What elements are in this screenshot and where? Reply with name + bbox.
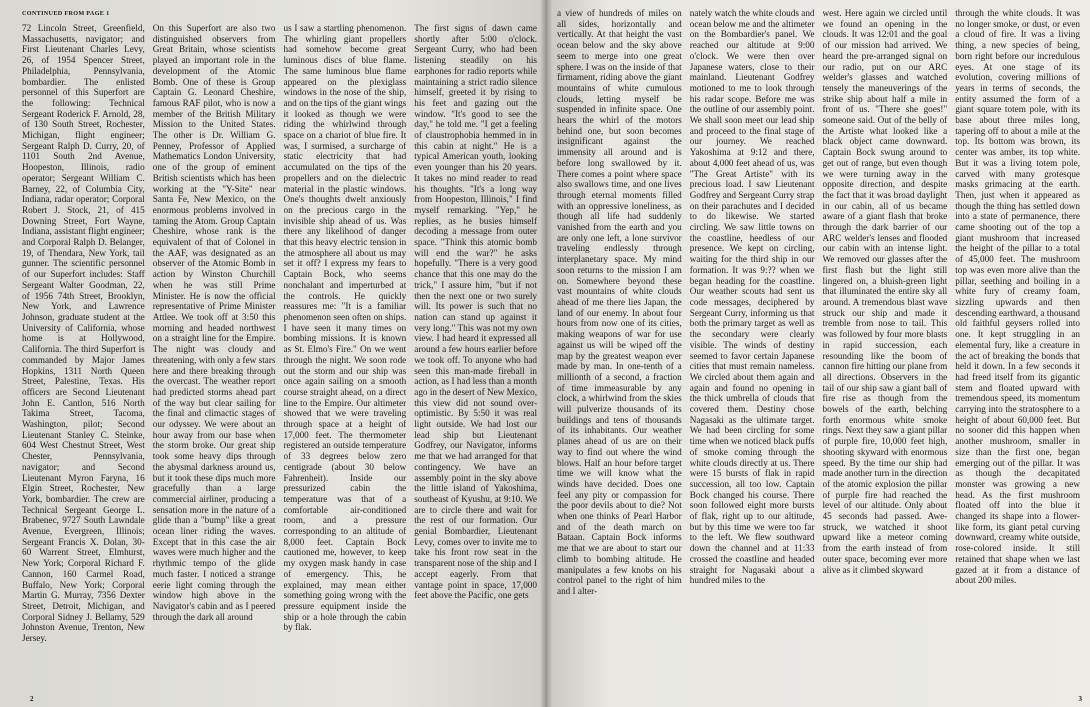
column-6 <box>690 8 815 698</box>
column-4 <box>414 23 537 695</box>
column-3 <box>284 23 407 695</box>
column-8 <box>955 8 1080 698</box>
right-page <box>545 0 1090 707</box>
left-page-columns <box>22 23 537 695</box>
column-6-text: nately watch the white clouds and ocean below me and the altimeter on the Bombardier's panel. We reached our altitude at 9:00 o'clock. We were then over Japanese waters, close to their mainland. Lieutenant Godfrey motioned to me to look through his radar scope. Before me was the outline of our assembly point. We shall soon meet our lead ship and proceed to the final stage of our journey. We reached Yakoshima at 9:12 and there, about 4,000 feet ahead of us, was "The Great Artiste" with its precious load. I saw Lieutenant Godfrey and Sergeant Curry strap on their parachutes and I decided to do likewise. We started circling. We saw little towns on the coastline, heedless of our presence. We kept on circling, waiting for the third ship in our formation. It was 9:?? when we began heading for the coastline. Our weather scouts had sent us code messages, deciphered by Sergeant Curry, informing us that both the primary target as well as the secondary were clearly visible. The winds of destiny seemed to favor certain Japanese cities that must remain nameless. We circled about them again and again and found no opening in the thick umbrella of clouds that covered them. Destiny chose Nagasaki as the ultimate target. We had been circling for some time when we noticed black puffs of smoke coming through the white clouds directly at us. There were 15 bursts of flak in rapid succession, all too low. Captain Bock changed his course. There soon followed eight more bursts of flak, right up to our altitude, but by this time we were too far to the left. We flew southward down the channel and at 11:33 crossed the coastline and headed straight for Nagasaki about a hundred miles to the <box>689 8 815 586</box>
right-page-columns <box>557 8 1080 698</box>
column-5-text: a view of hundreds of miles on all sides, horizontally and vertically. At that height the vast ocean below and the sky above seem to merge into one great sphere. I was on the inside of that firmament, riding above the giant mountains of white cumulous clouds, letting myself be suspended in infinite space. One hears the whirl of the motors behind one, but soon becomes insignificant against the immensity all around and is before long swallowed by it. There comes a point where space also swallows time, and one lives through eternal moments filled with an oppressive loneliness, as though all life had suddenly vanished from the earth and you are only one left, a lone survivor traveling endlessly through interplanetary space. My mind soon returns to the mission I am on. Somewhere beyond these vast mountains of white clouds ahead of me there lies Japan, the land of our enemy. In about four hours from now one of its cities, making weapons of war for use against us will be wiped off the map by the greatest weapon ever made by man. In one-tenth of a millionth of a second, a fraction of time immeasurable by any clock, a whirlwind from the skies will pulverize thousands of its buildings and tens of thousands of its inhabitants. Our weather planes ahead of us are on their way to find out where the wind blows. Half an hour before target time we will know what the winds have decided. Does one feel any pity or compassion for the poor devils about to die? Not when one thinks of Pearl Harbor and of the death march on Bataan. Captain Bock informs me that we are about to start our climb to bombing altitude. He manipulates a few knobs on his control panel to the right of him and I alter- <box>557 8 682 596</box>
column-3-text: us I saw a startling phenomenon. The whirling giant propellers had somehow become great luminous discs of blue flame. The same luminous blue flame appeared on the plexiglass windows in the nose of the ship, and on the tips of the giant wings it looked as though we were riding the whirlwind through space on a chariot of blue fire. It was, I surmised, a surcharge of static electricity that had accumulated on the tips of the propellers and on the dielectric material in the plastic windows. One's thoughts dwelt anxiously on the precious cargo in the invisible ship ahead of us. Was there any likelihood of danger that this heavy electric tension in the atmosphere all about us may set it off? I express my fears to Captain Bock, who seems nonchalant and imperturbed at the controls. He quickly reassures me: "It is a familiar phenomenon seen often on ships. I have seen it many times on bombing missions. It is known as St. Elmo's Fire." On we went through the night. We soon rode out the storm and our ship was once again sailing on a smooth course straight ahead, on a direct line to the Empire. Our altimeter showed that we were traveling through space at a height of 17,000 feet. The thermometer registered an outside temperature of 33 degrees below zero centigrade (about 30 below Fahrenheit). Inside our pressurized cabin the temperature was that of a comfortable air-conditioned room, and a pressure corresponding to an altitude of 8,000 feet. Captain Bock cautioned me, however, to keep my oxygen mask handy in case of emergency. This, he explained, may mean either something going wrong with the pressure equipment inside the ship or a hole through the cabin by flak. <box>283 23 407 633</box>
column-1-text: 72 Lincoln Street, Greenfield, Massachusetts, navigator; and First Lieutenant Charles Levy, 26, of 1954 Spencer Street, Philadelphia, Pennsylvania, bombardier. The enlisted personnel of this Superfort are the following: Technical Sergeant Roderick F. Arnold, 28, of 130 South Street, Rochester, Michigan, flight engineer; Sergeant Ralph D. Curry, 20, of 1101 South 2nd Avenue, Hoopeston, Illinois, radio operator; Sergeant William C. Barney, 22, of Columbia City, Indiana, radar operator; Corporal Robert J. Stock, 21, of 415 Downing Street, Fort Wayne, Indiana, assistant flight engineer; and Corporal Ralph D. Belanger, 19, of Thendara, New York, tail gunner. The scientific personnel of our Superfort includes: Staff Sergeant Walter Goodman, 22, of 1956 74th Street, Brooklyn, New York, and Lawrence Johnson, graduate student at the University of California, whose home is at Hollywood, California. The third Superfort is commanded by Major James Hopkins, 1311 North Queen Street, Palestine, Texas. His officers are Second Lieutenant John E. Cantlon, 516 North Takima Street, Tacoma, Washington, pilot; Second Lieutenant Stanley C. Steinke, 604 West Chestnut Street, West Chester, Pennsylvania, navigator; and Second Lieutenant Myron Faryna, 16 Elgin Street, Rochester, New York, bombardier. The crew are Technical Sergeant George L. Brabenec, 9727 South Lawndale Avenue, Evergreen, Illinois; Sergeant Francis X. Dolan, 30-60 Warrent Street, Elmhurst, New York; Corporal Richard F. Cannon, 160 Carmel Road, Buffalo, New York; Corporal Martin G. Murray, 7356 Dexter Street, Detroit, Michigan, and Corporal Sidney J. Bellamy, 529 Johnston Avenue, Trenton, New Jersey. <box>22 23 145 644</box>
column-8-text: through the white clouds. It was no longer smoke, or dust, or even a cloud of fire. It was a living thing, a new species of being, born right before our incredulous eyes. At one stage of its evolution, covering millions of years in terms of seconds, the entity assumed the form of a giant square totem pole, with its base about three miles long, tapering off to about a mile at the top. Its bottom was brown, its center was amber, its top white. But it was a living totem pole, carved with many grotesque masks grimacing at the earth. Then, just when it appeared as though the thing has settled down into a state of permanence, there came shooting out of the top a giant mushroom that increased the height of the pillar to a total of 45,000 feet. The mushroom top was even more alive than the pillar, seething and boiling in a white fury of creamy foam, sizzling upwards and then descending earthward, a thousand old faithful geysers rolled into one. It kept struggling in an elemental fury, like a creature in the act of breaking the bonds that held it down. In a few seconds it had freed itself from its gigantic stem and floated upward with tremendous speed, its momentum carrying into the stratosphere to a height of about 60,000 feet. But no sooner did this happen when another mushroom, smaller in size than the first one, began emerging out of the pillar. It was as though the decapitated monster was growing a new head. As the first mushroom floated off into the blue it changed its shape into a flower-like form, its giant petal curving downward, creamy white outside, rose-colored inside. It still retained that shape when we last gazed at it from a distance of about 200 miles. <box>955 8 1080 586</box>
column-2 <box>153 23 276 695</box>
column-4-text: The first signs of dawn came shortly after 5:00 o'clock. Sergeant Curry, who had been listening steadily on his earphones for radio reports while maintaining a strict radio silence himself, greeted it by rising to his feet and gazing out the window. "It's good to see the day," he told me. "I get a feeling of claustrophobia hemmed in in this cabin at night." He is a typical American youth, looking even younger than his 20 years. It takes no mind reader to read his thoughts. "It's a long way from Hoopeston, Illinois," I find myself remarking. "Yep," he replies, as he busies himself decoding a message from outer space. "Think this atomic bomb will end the war?" he asks hopefully. "There is a very good chance that this one may do the trick," I assure him, "but if not then the next one or two surely will. Its power is such that no nation can stand up against it very long." This was not my own view. I had heard it expressed all around a few hours earlier before we took off. To anyone who had seen this man-made fireball in action, as I had less than a month ago in the desert of New Mexico, this view did not sound over-optimistic. By 5:50 it was real light outside. We had lost our lead ship but Lieutenant Godfrey, our Navigator, informs me that we had arranged for that contingency. We have an assembly point in the sky above the little island of Yakoshima, southeast of Kyushu, at 9:10. We are to circle there and wait for the rest of our formation. Our genial Bombardier, Lieutenant Levy, comes over to invite me to take his front row seat in the transparent nose of the ship and I accept eagerly. From that vantage point in space, 17,000 feet above the Pacific, one gets <box>414 23 537 601</box>
column-7-text: west. Here again we circled until we found an opening in the clouds. It was 12:01 and the goal of our mission had arrived. We heard the pre-arranged signal on our radio, put on our ARC welder's glasses and watched tensely the maneuverings of the strike ship about half a mile in front of us. "There she goes!" someone said. Out of the belly of the Artiste what looked like a black object came downward. Captain Bock swung around to get out of range, but even though we were turning away in the opposite direction, and despite the fact that it was broad daylight in our cabin, all of us became aware of a giant flash that broke through the dark barrier of our ARC welder's lenses and flooded our cabin with an intense light. We removed our glasses after the first flash but the light still lingered on, a bluish-green light that illuminated the entire sky all around. A tremendous blast wave struck our ship and made it tremble from nose to tail. This was followed by four more blasts in rapid succession, each resounding like the boom of cannon fire hitting our plane from all directions. Observers in the tail of our ship saw a giant ball of fire rise as though from the bowels of the earth, belching forth enormous white smoke rings. Next they saw a giant pillar of purple fire, 10,000 feet high, shooting skyward with enormous speed. By the time our ship had made another turn in the direction of the atomic explosion the pillar of purple fire had reached the level of our altitude. Only about 45 seconds had passed. Awe-struck, we watched it shoot upward like a meteor coming from the earth instead of from outer space, becoming ever more alive as it climbed skyward <box>822 8 948 575</box>
column-1 <box>22 23 145 695</box>
column-2-text: On this Superfort are also two distinguished observers from Great Britain, whose scientists played an important role in the development of the Atomic Bomb. One of these is Group Captain G. Leonard Cheshire, famous RAF pilot, who is now a member of the British Military Mission to the United States. The other is Dr. William G. Penney, Professor of Applied Mathematics London University, one of the group of eminent British scientists which has been working at the "Y-Site" near Santa Fe, New Mexico, on the enormous problems involved in taming the Atom. Group Captain Cheshire, whose rank is the equivalent of that of Colonel in the AAF, was designated as an observer of the Atomic Bomb in action by Winston Churchill when he was still Prime Minister. He is now the official representative of Prime Minister Attlee. We took off at 3:50 this morning and headed northwest on a straight line for the Empire. The night was cloudy and threatening, with only a few stars here and there breaking through the overcast. The weather report had predicted storms ahead part of the way but clear sailing for the final and climactic stages of our odyssey. We were about an hour away from our base when the storm broke. Our great ship took some heavy dips through the abysmal darkness around us, but it took these dips much more gracefully than a large commercial airliner, producing a sensation more in the nature of a glide than a "bump" like a great ocean liner riding the waves. Except that in this case the air waves were much higher and the rhythmic tempo of the glide much faster. I noticed a strange eerie light coming through the window high above in the Navigator's cabin and as I peered through the dark all around <box>152 23 276 622</box>
page-number-right: 3 <box>1078 695 1082 703</box>
running-head: CONTINUED FROM PAGE 1 <box>22 10 110 17</box>
column-5 <box>557 8 682 698</box>
column-7 <box>823 8 948 698</box>
page-number-left: 2 <box>30 695 34 703</box>
